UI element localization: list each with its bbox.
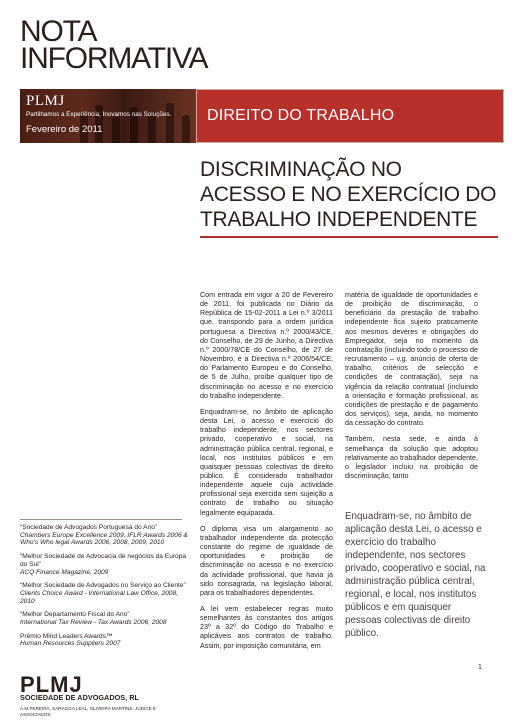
banner-date: Fevereiro de 2011	[26, 124, 103, 135]
article-title-line: TRABALHO INDEPENDENTE	[200, 208, 478, 231]
article-paragraph: A lei vem estabelecer regras muito semelhantes às constantes dos artigos 23º a 32º do Código do Trabalho e aplicáveis aos contratos de trabalho. Assim, por imposição comunitária, em	[200, 605, 333, 650]
award-title: Prémio Mind Leaders Awards™	[20, 632, 113, 640]
article-title-line: DISCRIMINAÇÃO NO	[200, 158, 402, 181]
award-source: ACQ Finance Magazine, 2009	[20, 568, 109, 576]
newsletter-title-line1: NOTA	[20, 15, 97, 48]
section-label: DIREITO DO TRABALHO	[207, 107, 395, 124]
footer-logo-subtitle: SOCIEDADE DE ADVOGADOS, RL	[20, 693, 139, 702]
article-column-2	[345, 291, 478, 488]
award-source: Clients Choice Award - International Law Office, 2008, 2010	[20, 589, 178, 605]
banner-silhouette	[166, 103, 174, 143]
article-column-1	[200, 291, 333, 658]
article-paragraph: Com entrada em vigor a 20 de Fevereiro de 2011, foi publicada no Diário da República de 15-02-2011 a Lei n.º 3/2011 que, transpondo para a ordem jurídica portuguesa a Directiva n.º 2000/43/CE, do Conselho, de 29 de Junho, a Directiva n.º 2000/78/CE do Conselho, de 27 de Novembro, e a Directiva n.º 2006/54/CE, do Parlamento Europeu e do Conselho, de 5 de Julho, proíbe qualquer tipo de discriminação no acesso e no exercício do trabalho independente.	[200, 291, 333, 400]
banner-silhouette	[112, 117, 120, 143]
article-paragraph: matéria de igualdade de oportunidades e de proibição de discriminação, o beneficiário da prestação de trabalho independente fica sujeito praticamente aos mesmos deveres e obrigações do Empregador, seja no momento da contratação (incluindo todo o processo de recrutamento – v.g. anúncio de oferta de trabalho, critérios de selecção e condições de contratação), seja na vigência da relação contratual (incluindo a orientação e formação profissional, as condições de prestação e de pagamento dos serviços), seja, ainda, no momento da cessação do contrato.	[345, 291, 478, 428]
award-title: “Melhor Sociedade de Advogados no Serviço ao Cliente”	[20, 582, 186, 590]
banner-photo	[20, 89, 196, 143]
award-item	[20, 582, 190, 605]
award-source: Human Resources Suppliers 2007	[20, 640, 121, 648]
award-title: “Melhor Departamento Fiscal do Ano”	[20, 611, 130, 619]
pull-quote: Enquadram-se, no âmbito de aplicação desta Lei, o acesso e exercício do trabalho independente, nos sectores privado, cooperativo e social, na administração pública central, regional, e local, nos institutos públicos e em quaisquer pessoas colectivas de direito público.	[345, 511, 486, 639]
title-divider	[200, 236, 498, 238]
award-item	[20, 524, 190, 547]
newsletter-title-line2: INFORMATIVA	[20, 42, 208, 75]
article-paragraph: Enquadram-se, no âmbito de aplicação desta Lei, o acesso e exercício do trabalho independente, nos sectores privado, cooperativo e social, na administração pública central, regional, e local, nos institutos públicos e em quaisquer pessoas colectivas de direito público. É considerado trabalhador independente aquele cuja actividade profissional seja exercida sem sujeição a contrato de trabalho ou situação legalmente equiparada.	[200, 407, 333, 517]
award-item	[20, 553, 190, 576]
award-item	[20, 633, 190, 648]
award-item	[20, 611, 190, 626]
award-source: International Tax Review - Tax Awards 2006, 2008	[20, 619, 167, 627]
award-title: “Sociedade de Advogados Portuguesa do Ano”	[20, 524, 158, 531]
awards-divider	[20, 519, 182, 520]
newsletter-title	[20, 15, 240, 75]
article-paragraph: O diploma visa um alargamento ao trabalhador independente da protecção constante do regime de igualdade de oportunidades e proibição de discriminação no acesso e no exercício da actividade profissional, que havia já sido consagrada, na legislação laboral, para os trabalhadores dependentes.	[200, 524, 333, 597]
footer-logo: PLMJ	[20, 672, 83, 697]
awards-list	[20, 524, 190, 654]
section-banner	[196, 89, 504, 143]
banner-tagline: Partilhamos a Experiência, Inovamos nas Soluções.	[26, 111, 172, 118]
banner-silhouette	[182, 115, 190, 143]
page-number: 1	[478, 664, 482, 671]
banner-logo: PLMJ	[26, 93, 65, 109]
award-source: Chambers Europe Excellence 2009, IFLR Awards 2006 & Who's Who legal Awards 2006, 2008, 2009, 2010	[20, 531, 188, 547]
article-title-line: ACESSO E NO EXERCÍCIO DO	[200, 183, 497, 206]
award-title: “Melhor Sociedade de Advocacia de negócios da Europa do Sul”	[20, 553, 187, 568]
article-title	[200, 157, 500, 232]
article-paragraph: Também, nesta sede, e ainda à semelhança da solução que adoptou relativamente ao trabalhador dependente, o legislador incluiu na proibição de discriminação, tanto	[345, 435, 478, 480]
footer-partner-names: A.M.PEREIRA, SÁRAGGA LEAL, OLIVEIRA MARTINS, JÚDICE E ASSOCIADOS	[20, 706, 156, 717]
